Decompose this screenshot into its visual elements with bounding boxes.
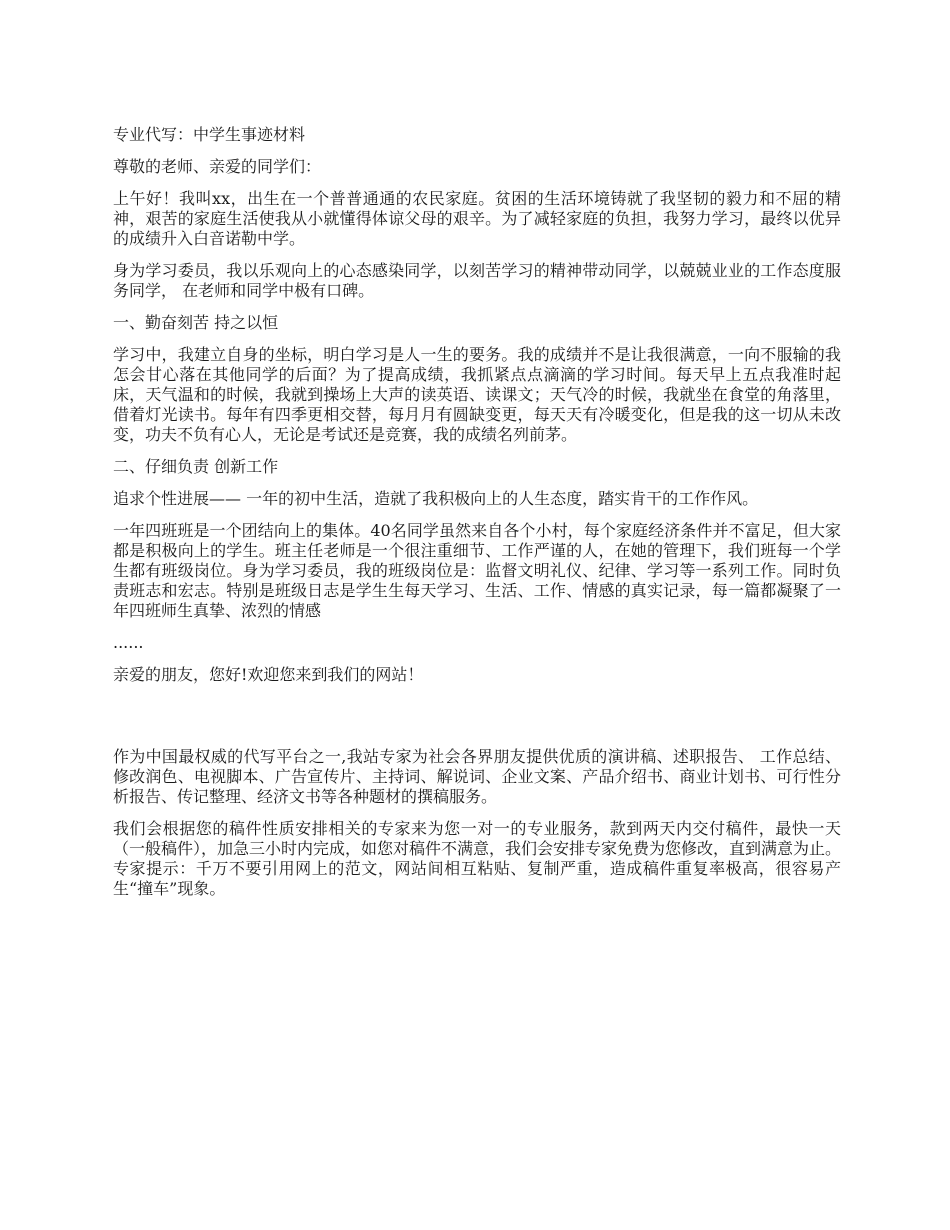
ellipsis: ...... [113,633,144,652]
paragraph-study: 学习中，我建立自身的坐标，明白学习是人一生的要务。我的成绩并不是让我很满意，一向不服输的我怎会甘心落在其他同学的后面？为了提高成绩，我抓紧点点滴滴的学习时间。每天早上五点我准时起床，天气温和的时候，我就到操场上大声的读英语、读课文；天气冷的时候，我就坐在食堂的角落里，借着灯光读书。每年有四季更相交替，每月月有圆缺变更，每天天有冷暖变化，但是我的这一切从未改变，功夫不负有心人，无论是考试还是竞赛，我的成绩名列前茅。 [113,345,841,444]
paragraph-role: 身为学习委员，我以乐观向上的心态感染同学，以刻苦学习的精神带动同学，以兢兢业业的工作态度服务同学， 在老师和同学中极有口碑。 [113,261,841,300]
document-page [113,125,841,911]
paragraph-class: 一年四班班是一个团结向上的集体。40名同学虽然来自各个小村，每个家庭经济条件并不富足，但大家都是积极向上的学生。班主任老师是一个很注重细节、工作严谨的人，在她的管理下，我们班每一个学生都有班级岗位。身为学习委员，我的班级岗位是：监督文明礼仪、纪律、学习等一系列工作。同时负责班志和宏志。特别是班级日志是学生生每天学习、生活、工作、情感的真实记录，每一篇都凝聚了一年四班师生真挚、浓烈的情感 [113,521,841,620]
spacer [113,697,841,747]
paragraph-welcome: 亲爱的朋友，您好!欢迎您来到我们的网站！ [113,665,424,684]
document-title: 专业代写：中学生事迹材料 [113,125,306,144]
section-heading-2: 二、仔细负责 创新工作 [113,457,279,476]
paragraph-process: 我们会根据您的稿件性质安排相关的专家来为您一对一的专业服务，款到两天内交付稿件，最快一天（一般稿件），加急三小时内完成，如您对稿件不满意，我们会安排专家免费为您修改，直到满意为止。专家提示：千万不要引用网上的范文，网站间相互粘贴、复制严重，造成稿件重复率极高，很容易产生“撞车”现象。 [113,819,842,898]
paragraph-intro: 上午好！我叫xx，出生在一个普普通通的农民家庭。贫困的生活环境铸就了我坚韧的毅力和不屈的精神，艰苦的家庭生活使我从小就懂得体谅父母的艰辛。为了减轻家庭的负担，我努力学习，最终以优异的成绩升入白音诺勒中学。 [113,189,841,248]
paragraph-service: 作为中国最权威的代写平台之一,我站专家为社会各界朋友提供优质的演讲稿、述职报告、 工作总结、修改润色、电视脚本、广告宣传片、主持词、解说词、企业文案、产品介绍书、商业计划书、可行性分析报告、传记整理、经济文书等各种题材的撰稿服务。 [113,747,841,806]
section-heading-1: 一、勤奋刻苦 持之以恒 [113,313,279,332]
greeting: 尊敬的老师、亲爱的同学们： [113,157,322,176]
paragraph-growth: 追求个性进展—— 一年的初中生活，造就了我积极向上的人生态度，踏实肯干的工作作风。 [113,489,759,508]
